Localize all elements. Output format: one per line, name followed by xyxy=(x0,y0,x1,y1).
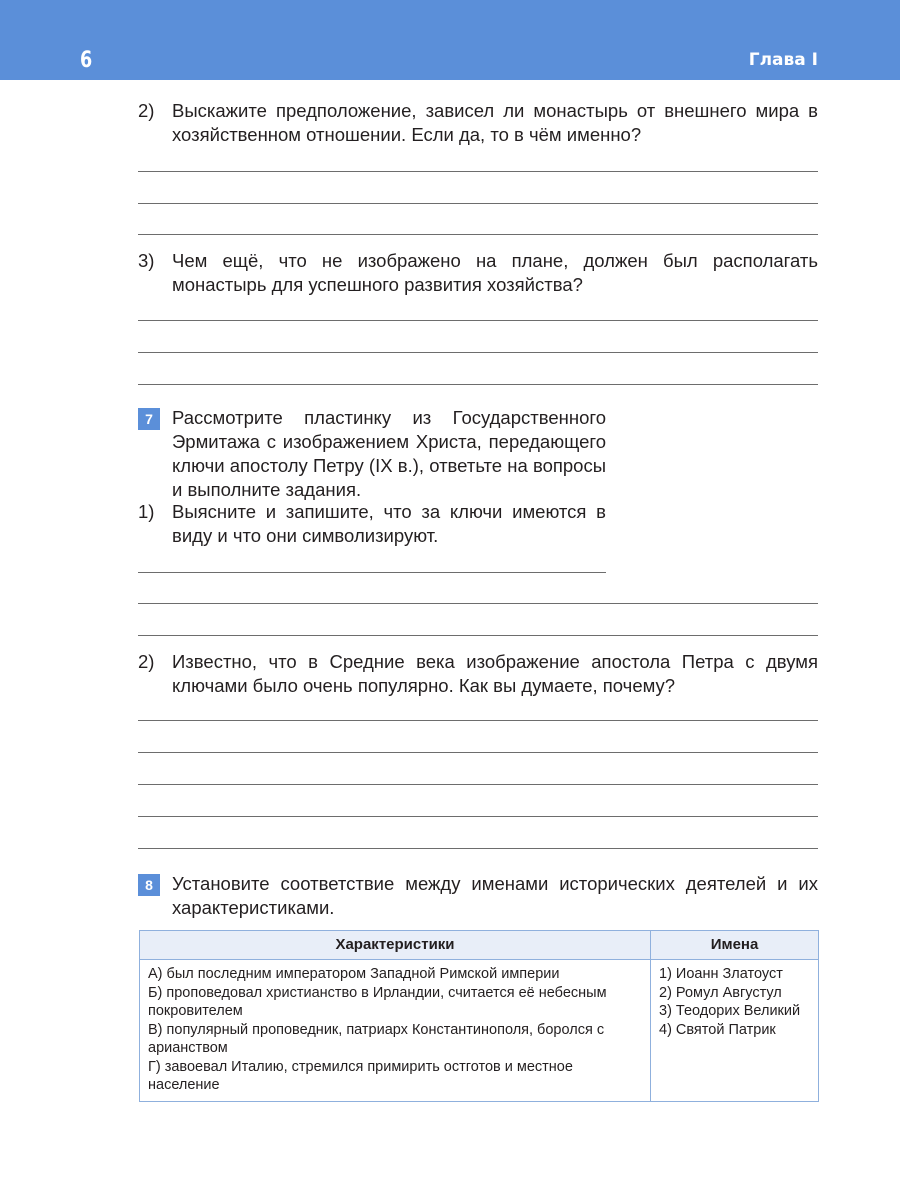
question-text: Выясните и запишите, что за ключи имеются в виду и что они символизируют. xyxy=(172,501,606,546)
answer-line[interactable] xyxy=(138,603,818,604)
answer-line[interactable] xyxy=(138,384,818,385)
matching-table xyxy=(139,930,819,1102)
answer-line[interactable] xyxy=(138,572,606,573)
question-text: Чем ещё, что не изображено на плане, должен был располагать монастырь для успешного развития хозяйства? xyxy=(172,250,818,295)
question-number: 3) xyxy=(138,250,155,271)
answer-line[interactable] xyxy=(138,848,818,849)
name-item: 4) Святой Патрик xyxy=(659,1021,776,1038)
page-header xyxy=(0,0,900,80)
answer-line[interactable] xyxy=(138,352,818,353)
page-number: 6 xyxy=(80,48,93,73)
characteristics-cell xyxy=(140,960,651,1102)
task-number-badge: 8 xyxy=(138,874,160,896)
characteristic-item: А) был последним императором Западной Римской империи xyxy=(148,966,560,982)
characteristic-item: Б) проповедовал христианство в Ирландии, считается её небесным покровителем xyxy=(148,984,607,1019)
task-text: Установите соответствие между именами исторических деятелей и их характеристиками. xyxy=(172,873,818,918)
answer-line[interactable] xyxy=(138,203,818,204)
name-item: 3) Теодорих Великий xyxy=(659,1003,801,1019)
answer-line[interactable] xyxy=(138,816,818,817)
task-8-intro xyxy=(138,872,818,920)
answer-line[interactable] xyxy=(138,234,818,235)
column-header-characteristics: Характеристики xyxy=(140,931,651,960)
names-cell xyxy=(651,960,819,1102)
answer-line[interactable] xyxy=(138,171,818,172)
question-text: Выскажите предположение, зависел ли монастырь от внешнего мира в хозяйственном отношении. Если да, то в чём именно? xyxy=(172,100,818,145)
answer-line[interactable] xyxy=(138,752,818,753)
answer-line[interactable] xyxy=(138,320,818,321)
column-header-names: Имена xyxy=(651,931,819,960)
answer-line[interactable] xyxy=(138,784,818,785)
name-item: 2) Ромул Августул xyxy=(659,984,782,1001)
question-number: 2) xyxy=(138,100,155,121)
question-7-1 xyxy=(138,500,606,548)
question-number: 2) xyxy=(138,651,155,672)
question-6-3 xyxy=(138,249,818,297)
answer-line[interactable] xyxy=(138,720,818,721)
characteristic-item: В) популярный проповедник, патриарх Константинополя, боролся с арианством xyxy=(148,1021,605,1056)
question-6-2 xyxy=(138,99,818,147)
question-number: 1) xyxy=(138,501,155,522)
question-7-2 xyxy=(138,650,818,698)
characteristic-item: Г) завоевал Италию, стремился примирить остготов и местное население xyxy=(148,1058,573,1093)
task-7-intro xyxy=(138,406,606,502)
name-item: 1) Иоанн Златоуст xyxy=(659,966,783,982)
question-text: Известно, что в Средние века изображение апостола Петра с двумя ключами было очень популярно. Как вы думаете, почему? xyxy=(172,651,818,696)
chapter-title: Глава I xyxy=(748,50,818,70)
task-text: Рассмотрите пластинку из Государственного Эрмитажа с изображением Христа, передающего ключи апостолу Петру (IX в.), ответьте на вопросы и выполните задания. xyxy=(172,407,606,500)
task-number-badge: 7 xyxy=(138,408,160,430)
answer-line[interactable] xyxy=(138,635,818,636)
